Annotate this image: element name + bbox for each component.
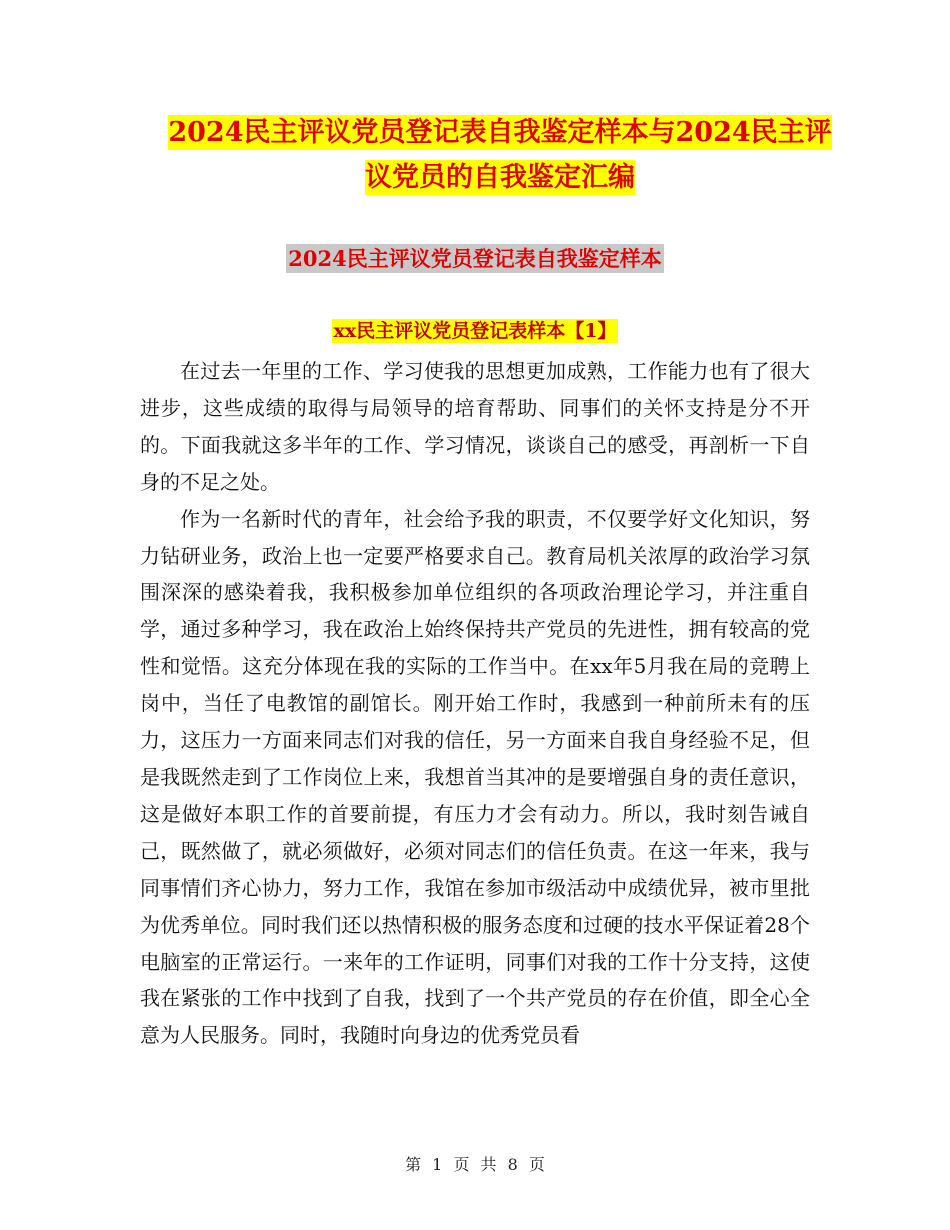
body-text (140, 353, 810, 1054)
section-title-text: 2024民主评议党员登记表自我鉴定样本 (288, 246, 662, 271)
sub-title-text: xx民主评议党员登记表样本【1】 (333, 320, 617, 342)
page-footer: 第 1 页 共 8 页 (405, 1155, 545, 1174)
document-title-line-2 (140, 155, 860, 201)
document-title-line-2-text: 议党员的自我鉴定汇编 (365, 162, 635, 193)
sub-title (140, 316, 810, 346)
paragraph-1: 在过去一年里的工作、学习使我的思想更加成熟，工作能力也有了很大进步，这些成绩的取得与局领导的培育帮助、同事们的关怀支持是分不开的。下面我就这多半年的工作、学习情况，谈谈自己的感受，再剖析一下自身的不足之处。 (140, 359, 810, 494)
document-title-line-1-text: 2024民主评议党员登记表自我鉴定样本与2024民主评 (168, 117, 832, 148)
section-title (140, 243, 810, 275)
paragraph-2: 作为一名新时代的青年，社会给予我的职责，不仅要学好文化知识，努力钻研业务，政治上也一定要严格要求自己。教育局机关浓厚的政治学习氛围深深的感染着我，我积极参加单位组织的各项政治理论学习，并注重自学，通过多种学习，我在政治上始终保持共产党员的先进性，拥有较高的党性和觉悟。这充分体现在我的实际的工作当中。在xx年5月我在局的竞聘上岗中，当任了电教馆的副馆长。刚开始工作时，我感到一种前所未有的压力，这压力一方面来同志们对我的信任，另一方面来自我自身经验不足，但是我既然走到了工作岗位上来，我想首当其冲的是要增强自身的责任意识，这是做好本职工作的首要前提，有压力才会有动力。所以，我时刻告诫自己，既然做了，就必须做好，必须对同志们的信任负责。在这一年来，我与同事情们齐心协力，努力工作，我馆在参加市级活动中成绩优异，被市里批为优秀单位。同时我们还以热情积极的服务态度和过硬的技水平保证着28个电脑室的正常运行。一来年的工作证明，同事们对我的工作十分支持，这使我在紧张的工作中找到了自我，找到了一个共产党员的存在价值，即全心全意为人民服务。同时，我随时向身边的优秀党员看 (140, 506, 810, 1048)
document-title-line-1 (140, 110, 860, 156)
